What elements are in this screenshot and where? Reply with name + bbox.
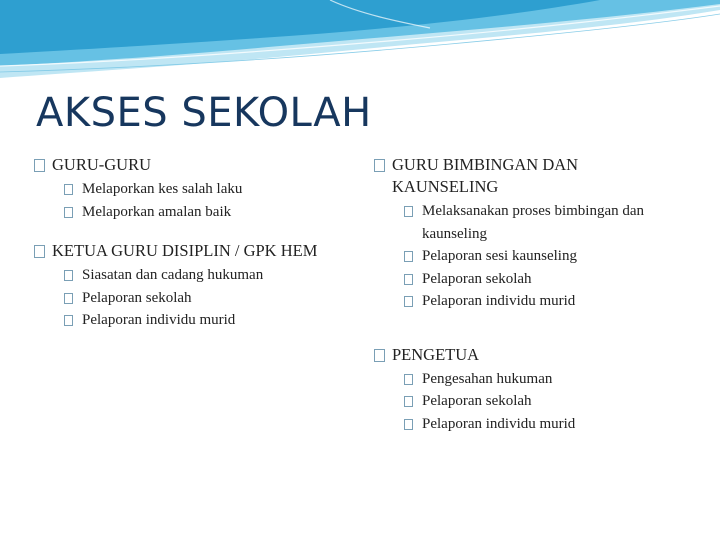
section-heading — [374, 344, 674, 366]
list-item-text: Pelaporan sekolah — [422, 393, 532, 409]
bullet-list — [64, 178, 354, 223]
list-item — [404, 390, 674, 413]
square-bullet-icon — [374, 349, 385, 362]
bullet-list — [404, 200, 674, 313]
section-heading — [374, 154, 674, 198]
square-bullet-icon — [64, 207, 73, 218]
bullet-list — [404, 368, 674, 436]
square-bullet-icon — [64, 315, 73, 326]
list-item — [404, 268, 674, 291]
list-item-text: Pelaporan individu murid — [422, 415, 576, 432]
list-item-text: Pelaporan sesi kaunseling — [422, 248, 577, 264]
section-heading — [34, 240, 354, 262]
section-heading — [34, 154, 354, 176]
square-bullet-icon — [404, 419, 413, 430]
square-bullet-icon — [404, 374, 413, 385]
list-item-text: Melaporkan amalan baik — [82, 203, 232, 220]
square-bullet-icon — [34, 245, 45, 258]
list-item-text: Siasatan dan cadang hukuman — [82, 267, 264, 283]
square-bullet-icon — [404, 274, 413, 285]
section-heading-text: KETUA GURU DISIPLIN / GPK HEM — [52, 241, 318, 260]
square-bullet-icon — [64, 184, 73, 195]
square-bullet-icon — [404, 206, 413, 217]
right-column — [374, 154, 674, 435]
square-bullet-icon — [404, 396, 413, 407]
list-item-text: Pengesahan hukuman — [422, 370, 553, 387]
section-heading-text: GURU-GURU — [52, 155, 151, 174]
list-item — [64, 178, 354, 201]
section-heading-text: PENGETUA — [392, 344, 480, 364]
list-item — [64, 287, 354, 310]
list-item-text: Pelaporan sekolah — [422, 270, 532, 287]
list-item-text: Pelaporan sekolah — [82, 289, 192, 306]
page-title: AKSES SEKOLAH — [36, 90, 372, 136]
list-item-text: Melaksanakan proses bimbingan dan kaunseling — [422, 203, 645, 242]
list-item — [404, 200, 674, 245]
list-item — [64, 309, 354, 332]
list-item — [404, 368, 674, 391]
square-bullet-icon — [34, 159, 45, 172]
list-item — [404, 290, 674, 313]
list-item — [64, 201, 354, 224]
square-bullet-icon — [404, 296, 413, 307]
list-item-text: Pelaporan individu murid — [82, 312, 236, 328]
square-bullet-icon — [64, 270, 73, 281]
list-item-text: Melaporkan kes salah laku — [82, 181, 243, 197]
header-wave-decoration — [0, 0, 720, 90]
square-bullet-icon — [64, 293, 73, 304]
bullet-list — [64, 264, 354, 332]
list-item-text: Pelaporan individu murid — [422, 293, 576, 309]
list-item — [404, 245, 674, 268]
left-column — [34, 154, 354, 332]
list-item — [404, 413, 674, 436]
list-item — [64, 264, 354, 287]
square-bullet-icon — [374, 159, 385, 172]
section-heading-text: GURU BIMBINGAN DAN KAUNSELING — [392, 155, 579, 196]
square-bullet-icon — [404, 251, 413, 262]
